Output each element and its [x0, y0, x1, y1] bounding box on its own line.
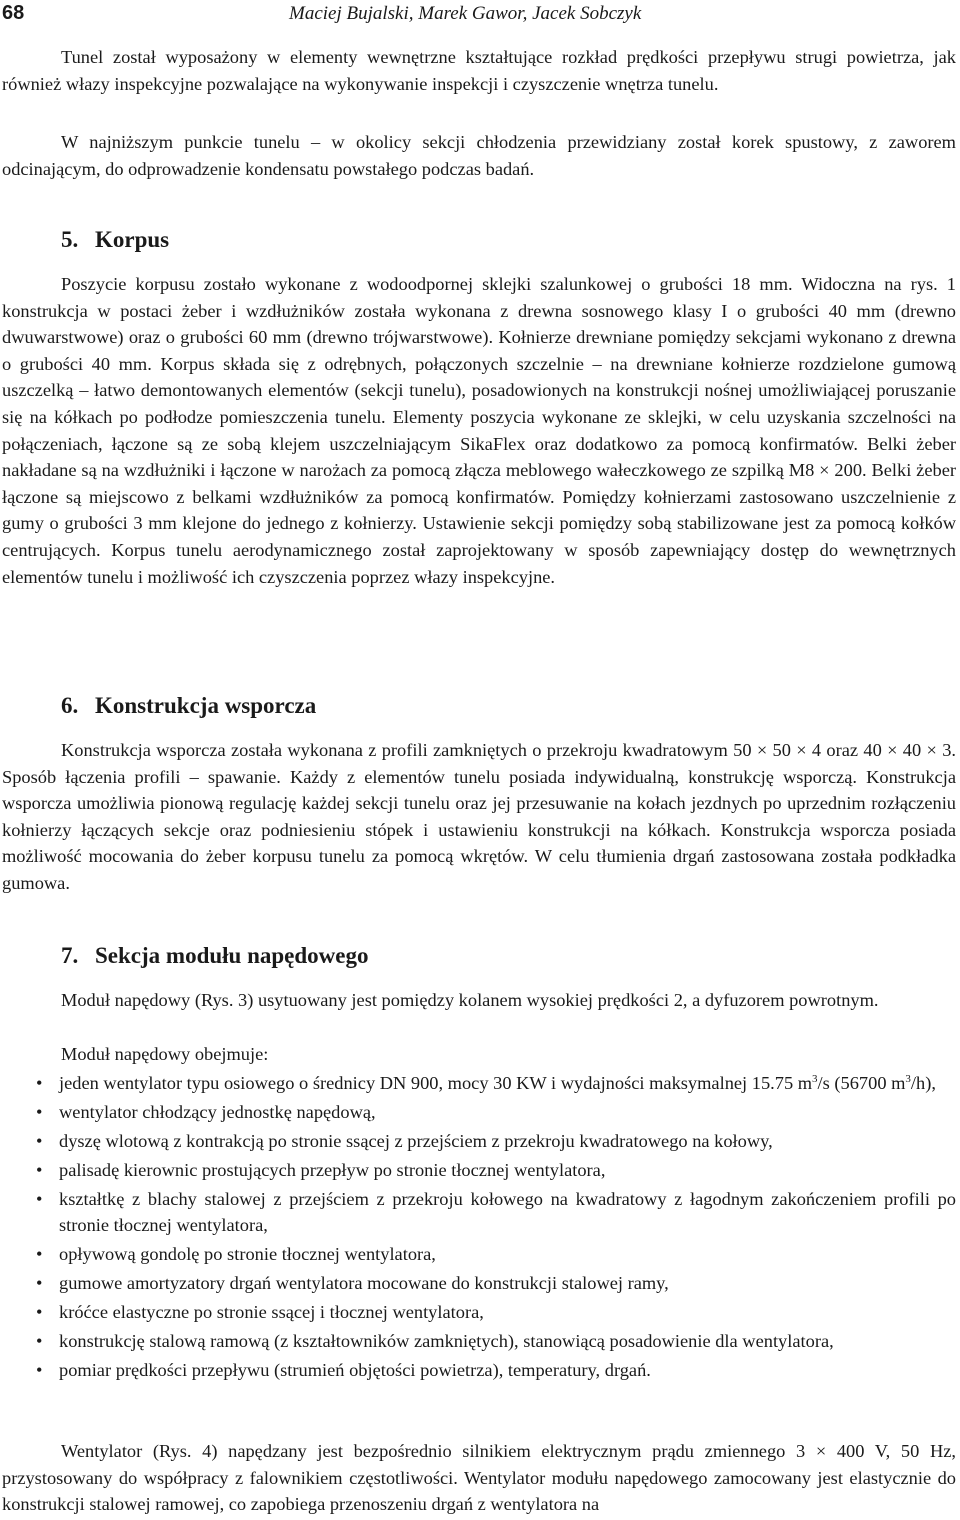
- section-number: 6.: [61, 693, 79, 718]
- paragraph-wentylator: Wentylator (Rys. 4) napędzany jest bezpośrednio silnikiem elektrycznym prądu zmiennego 3 × 400 V, 50 Hz, przystosowany do współpracy z falownikiem częstotliwości. Wentylator modułu napędowego zamocowany jest elastycznie do konstrukcji stalowej ramowej, co zapobiega przenoszeniu drgań z wentylatora na: [2, 1441, 956, 1515]
- bullet-icon: •: [36, 1330, 43, 1351]
- page-number: 68: [2, 2, 25, 24]
- section-title: Konstrukcja wsporcza: [95, 693, 317, 718]
- section-title: Sekcja modułu napędowego: [95, 943, 369, 968]
- paragraph-korpus: Poszycie korpusu zostało wykonane z wodoodpornej sklejki szalunkowej o grubości 18 mm. Widoczna na rys. 1 konstrukcja w postaci żeber i wzdłużników została wykonana z drewna sosnowego klasy I o grubości 40 mm (drewno dwuwarstwowe) oraz o grubości 60 mm (drewno trójwarstwowe). Kołnierze drewniane pomiędzy sekcjami wykonano z drewna o grubości 40 mm. Korpus składa się z odrębnych, połączonych szczelnie – na drewniane kołnierze rozdzielone gumową uszczelką – łatwo demontowanych elementów (sekcji tunelu), posadowionych na konstrukcji nośnej umożliwiającej poruszanie się na kółkach po podłodze pomieszczenia tunelu. Elementy poszycia wykonane ze sklejki, w celu uzyskania szczelności na połączeniach, łączone są ze sobą klejem uszczelniającym SikaFlex oraz dodatkowo za pomocą konfirmatów. Belki żeber nakładane są na wzdłużniki i łączone w narożach za pomocą złącza meblowego wałeczkowego ze szpilką M8 × 200. Belki żeber łączone są miejscowo z belkami wzdłużników za pomocą konfirmatów. Pomiędzy kołnierzami zastosowano uszczelnienie z gumy o grubości 3 mm klejone do jednego z kołnierzy. Ustawienie sekcji pomiędzy sobą stabilizowane jest za pomocą kołków centrujących. Korpus tunelu aerodynamicznego został zaprojektowany w sposób zapewniający dostęp do wewnętrznych elementów tunelu i możliwość ich czyszczenia poprzez włazy inspekcyjne.: [2, 274, 956, 587]
- list-item: • kształtkę z blachy stalowej z przejściem z przekroju kołowego na kwadratowy z łagodnym zakończeniem profili po stronie tłocznej wentylatora,: [2, 1186, 956, 1239]
- list-item: • konstrukcję stalową ramową (z kształtowników zamkniętych), stanowiącą posadowienie dla wentylatora,: [2, 1328, 956, 1355]
- bullet-icon: •: [36, 1073, 43, 1093]
- list-item: • jeden wentylator typu osiowego o średnicy DN 900, mocy 30 KW i wydajności maksymalnej 15.75 $m^3/s$ (56700 $m^3/h$),: [2, 1070, 956, 1097]
- bullet-icon: •: [36, 1301, 43, 1322]
- bullet-icon: •: [36, 1130, 43, 1151]
- bullet-icon: •: [36, 1359, 43, 1380]
- list-item: • opływową gondolę po stronie tłocznej wentylatora,: [2, 1241, 956, 1268]
- bullet-icon: •: [36, 1188, 43, 1209]
- paragraph-drain-plug: W najniższym punkcie tunelu – w okolicy sekcji chłodzenia przewidziany został korek spustowy, z zaworem odcinającym, do odprowadzenie kondensatu powstałego podczas badań.: [2, 132, 956, 179]
- list-item: • dyszę wlotową z kontrakcją po stronie ssącej z przejściem z przekroju kwadratowego na kołowy,: [2, 1128, 956, 1155]
- component-list: [2, 1070, 956, 1386]
- section-number: 7.: [61, 943, 79, 968]
- section-title: Korpus: [95, 227, 170, 252]
- list-item: • gumowe amortyzatory drgań wentylatora mocowane do konstrukcji stalowej ramy,: [2, 1270, 956, 1297]
- list-item: • wentylator chłodzący jednostkę napędową,: [2, 1099, 956, 1126]
- page-header: [0, 0, 960, 32]
- bullet-icon: •: [36, 1159, 43, 1180]
- list-item: • króćce elastyczne po stronie ssącej i tłocznej wentylatora,: [2, 1299, 956, 1326]
- bullet-icon: •: [36, 1272, 43, 1293]
- bullet-icon: •: [36, 1244, 43, 1265]
- section-heading-konstrukcja: [61, 691, 316, 721]
- list-item: • pomiar prędkości przepływu (strumień objętości powietrza), temperatury, drgań.: [2, 1357, 956, 1384]
- section-heading-modul: [61, 941, 368, 971]
- paragraph-list-intro: Moduł napędowy obejmuje:: [61, 1044, 269, 1064]
- section-number: 5.: [61, 227, 79, 252]
- running-head-authors: Maciej Bujalski, Marek Gawor, Jacek Sobczyk: [289, 3, 642, 24]
- paragraph-tunnel-equipment: Tunel został wyposażony w elementy wewnętrzne kształtujące rozkład prędkości przepływu strugi powietrza, jak również włazy inspekcyjne pozwalające na wykonywanie inspekcji i czyszczenie wnętrza tunelu.: [2, 47, 956, 94]
- section-heading-korpus: [61, 225, 169, 255]
- paragraph-konstrukcja: Konstrukcja wsporcza została wykonana z profili zamkniętych o przekroju kwadratowym 50 × 50 × 4 oraz 40 × 40 × 3. Sposób łączenia profili – spawanie. Każdy z elementów tunelu posiada indywidualną, konstrukcję wsporczą. Konstrukcja wsporcza umożliwia pionową regulację każdej sekcji tunelu oraz jej przesuwanie na kołach jezdnych po uprzednim rozłączeniu kołnierzy łączących sekcje oraz podniesieniu stópek i ustawieniu konstrukcji na kółkach. Konstrukcja wsporcza posiada możliwość mocowania do żeber korpusu tunelu za pomocą wkrętów. W celu tłumienia drgań zastosowana została podkładka gumowa.: [2, 740, 956, 893]
- list-item: • palisadę kierownic prostujących przepływ po stronie tłocznej wentylatora,: [2, 1157, 956, 1184]
- bullet-icon: •: [36, 1101, 43, 1122]
- paragraph-modul-intro: Moduł napędowy (Rys. 3) usytuowany jest pomiędzy kolanem wysokiej prędkości 2, a dyfuzorem powrotnym.: [61, 990, 879, 1010]
